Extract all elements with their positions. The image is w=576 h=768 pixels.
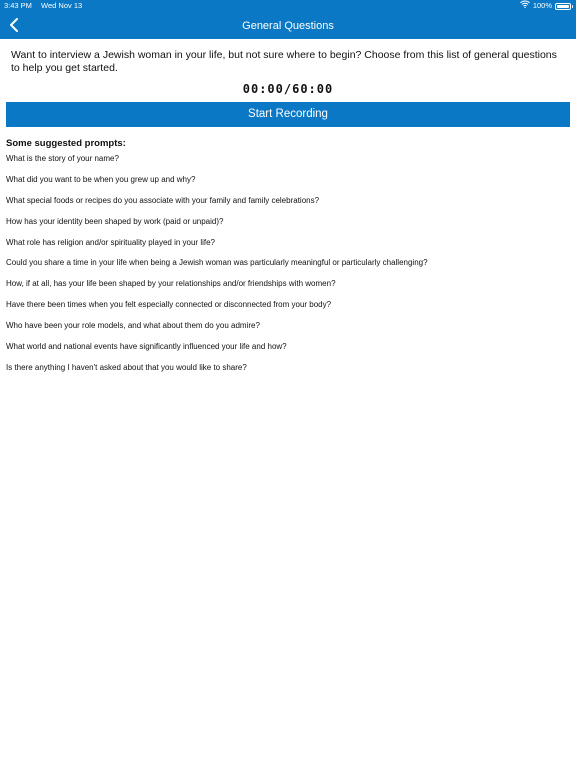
status-right [520,0,571,12]
prompt-item: How has your identity been shaped by work (paid or unpaid)? [6,216,224,226]
prompt-item: What role has religion and/or spirituality played in your life? [6,237,215,247]
status-date: Wed Nov 13 [41,1,83,10]
start-recording-button[interactable]: Start Recording [6,102,570,127]
prompts-heading: Some suggested prompts: [6,138,126,149]
prompt-item: How, if at all, has your life been shaped by your relationships and/or friendships with women? [6,279,336,289]
prompt-item: What is the story of your name? [6,154,119,163]
nav-bar [0,0,576,39]
prompt-item: What did you want to be when you grew up and why? [6,174,196,184]
prompt-item: What special foods or recipes do you associate with your family and family celebrations? [6,195,320,205]
status-bar [0,0,576,12]
recording-timer: 00:00/60:00 [242,82,334,96]
prompt-item: Is there anything I haven't asked about that you would like to share? [6,362,247,372]
prompt-item: What world and national events have significantly influenced your life and how? [6,342,287,352]
status-left [4,0,82,12]
prompt-item: Who have been your role models, and what about them do you admire? [6,321,260,331]
battery-icon [555,3,571,10]
intro-text: Want to interview a Jewish woman in your life, but not sure where to begin? Choose from this list of general questions to help you get started. [11,49,557,74]
page-title: General Questions [242,20,334,32]
status-time: 3:43 PM [4,1,32,10]
prompt-item: Have there been times when you felt especially connected or disconnected from your body? [6,300,332,310]
prompt-list [6,154,570,384]
battery-percent: 100% [532,1,552,10]
prompt-item: Could you share a time in your life when being a Jewish woman was particularly meaningful or particularly challenging? [6,258,428,268]
wifi-icon [520,0,530,12]
